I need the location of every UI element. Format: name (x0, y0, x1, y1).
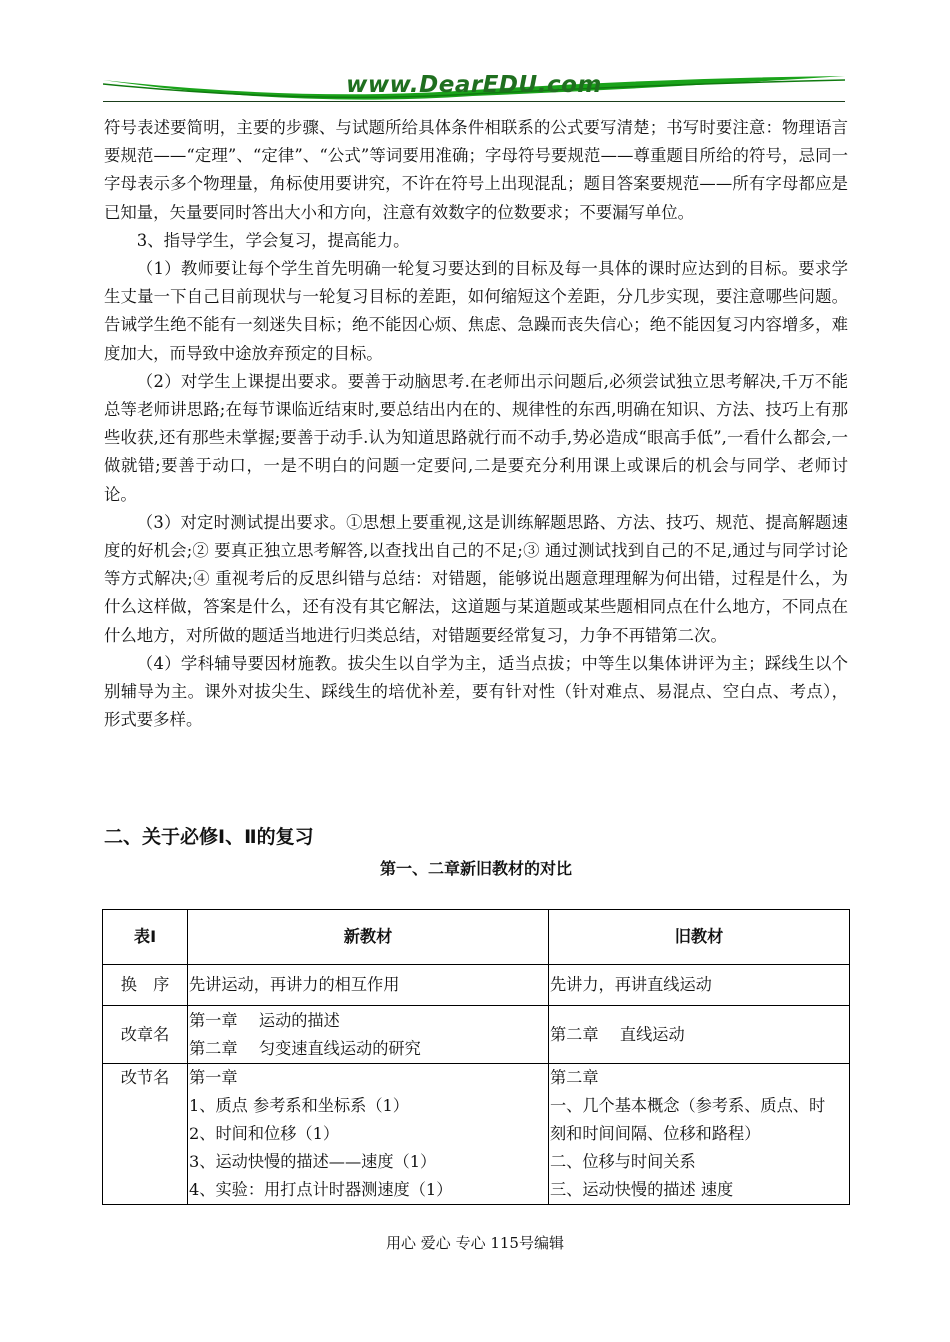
row-label: 改节名 (103, 1064, 188, 1205)
body-paragraph: （2）对学生上课提出要求。要善于动脑思考.在老师出示问题后,必须尝试独立思考解决,千万不能总等老师讲思路;在每节课临近结束时,要总结出内在的、规律性的东西,明确在知识、方法、技巧上有那些收获,还有那些未掌握;要善于动手.认为知道思路就行而不动手,势必造成“眼高手低”,一看什么都会,一做就错;要善于动口，一是不明白的问题一定要问,二是要充分利用课上或课后的机会与同学、老师讨论。 (104, 371, 848, 504)
row-label: 换 序 (103, 965, 188, 1006)
cell-line: 第一章 (189, 1068, 238, 1087)
new-material-cell (188, 965, 549, 1006)
body-paragraph: （4）学科辅导要因材施教。拔尖生以自学为主，适当点拔；中等生以集体讲评为主；踩线生以个别辅导为主。课外对拔尖生、踩线生的培优补差，要有针对性（针对难点、易混点、空白点、考点），形式要多样。 (104, 653, 848, 730)
cell-line: 先讲力，再讲直线运动 (550, 975, 712, 994)
row-label: 改章名 (103, 1006, 188, 1064)
body-paragraph: 3、指导学生，学会复习，提高能力。 (136, 230, 410, 250)
cell-line: 二、位移与时间关系 (550, 1152, 696, 1171)
header-divider (103, 101, 845, 102)
table-row (103, 1064, 850, 1205)
cell-line: 刻和时间间隔、位移和路程） (550, 1124, 761, 1143)
table-caption: 第一、二章新旧教材的对比 (379, 859, 572, 878)
new-material-cell (188, 1006, 549, 1064)
cell-line: 1、质点 参考系和坐标系（1） (189, 1096, 409, 1115)
table-row (103, 965, 850, 1006)
document-body (104, 114, 848, 734)
cell-line: 三、运动快慢的描述 速度 (550, 1180, 734, 1199)
cell-line: 3、运动快慢的描述——速度（1） (189, 1152, 437, 1171)
cell-line: 第二章 (550, 1068, 599, 1087)
old-material-cell (549, 1006, 850, 1064)
page-footer: 用心 爱心 专心 115号编辑 (386, 1234, 564, 1252)
cell-line: 2、时间和位移（1） (189, 1124, 340, 1143)
table-header-row (103, 910, 850, 965)
body-paragraph: （3）对定时测试提出要求。①思想上要重视,这是训练解题思路、方法、技巧、规范、提高解题速度的好机会;② 要真正独立思考解答,以查找出自己的不足;③ 通过测试找到自己的不足,通过与同学讨论等方式解决;④ 重视考后的反思纠错与总结：对错题，能够说出题意理理解为何出错，过程是什么，为什么这样做，答案是什么，还有没有其它解法，这道题与某道题或某些题相同点在什么地方，不同点在什么地方，对所做的题适当地进行归类总结，对错题要经常复习，力争不再错第二次。 (104, 512, 848, 645)
cell-line: 4、实验：用打点计时器测速度（1） (189, 1180, 453, 1199)
cell-line: 第二章 匀变速直线运动的研究 (189, 1038, 421, 1058)
table-header-cell: 新教材 (188, 910, 549, 965)
section-heading: 二、关于必修Ⅰ、Ⅱ的复习 (104, 826, 314, 848)
cell-line: 第二章 直线运动 (550, 1024, 685, 1044)
comparison-table (102, 909, 850, 1205)
old-material-cell (549, 1064, 850, 1205)
cell-line: 先讲运动，再讲力的相互作用 (189, 975, 400, 994)
body-paragraph: （1）教师要让每个学生首先明确一轮复习要达到的目标及每一具体的课时应达到的目标。要求学生丈量一下自己目前现状与一轮复习目标的差距，如何缩短这个差距，分几步实现，要注意哪些问题。告诫学生绝不能有一刻迷失目标；绝不能因心烦、焦虑、急躁而丧失信心；绝不能因复习内容增多，难度加大，而导致中途放弃预定的目标。 (104, 259, 848, 363)
new-material-cell (188, 1064, 549, 1205)
site-header (103, 68, 845, 108)
cell-line: 第一章 运动的描述 (189, 1010, 340, 1030)
body-paragraph: 符号表述要简明，主要的步骤、与试题所给具体条件相联系的公式要写清楚；书写时要注意：物理语言要规范——“定理”、“定律”、“公式”等词要用准确；字母符号要规范——尊重题目所给的符号，忌同一字母表示多个物理量，角标使用要讲究，不许在符号上出现混乱；题目答案要规范——所有字母都应是已知量，矢量要同时答出大小和方向，注意有效数字的位数要求；不要漏写单位。 (104, 118, 848, 222)
cell-line: 一、几个基本概念（参考系、质点、时 (550, 1096, 826, 1115)
table-row (103, 1006, 850, 1064)
site-logo-text[interactable]: www.DearEDU.com (346, 72, 602, 98)
old-material-cell (549, 965, 850, 1006)
table-header-cell: 旧教材 (549, 910, 850, 965)
table-header-cell: 表Ⅰ (103, 910, 188, 965)
